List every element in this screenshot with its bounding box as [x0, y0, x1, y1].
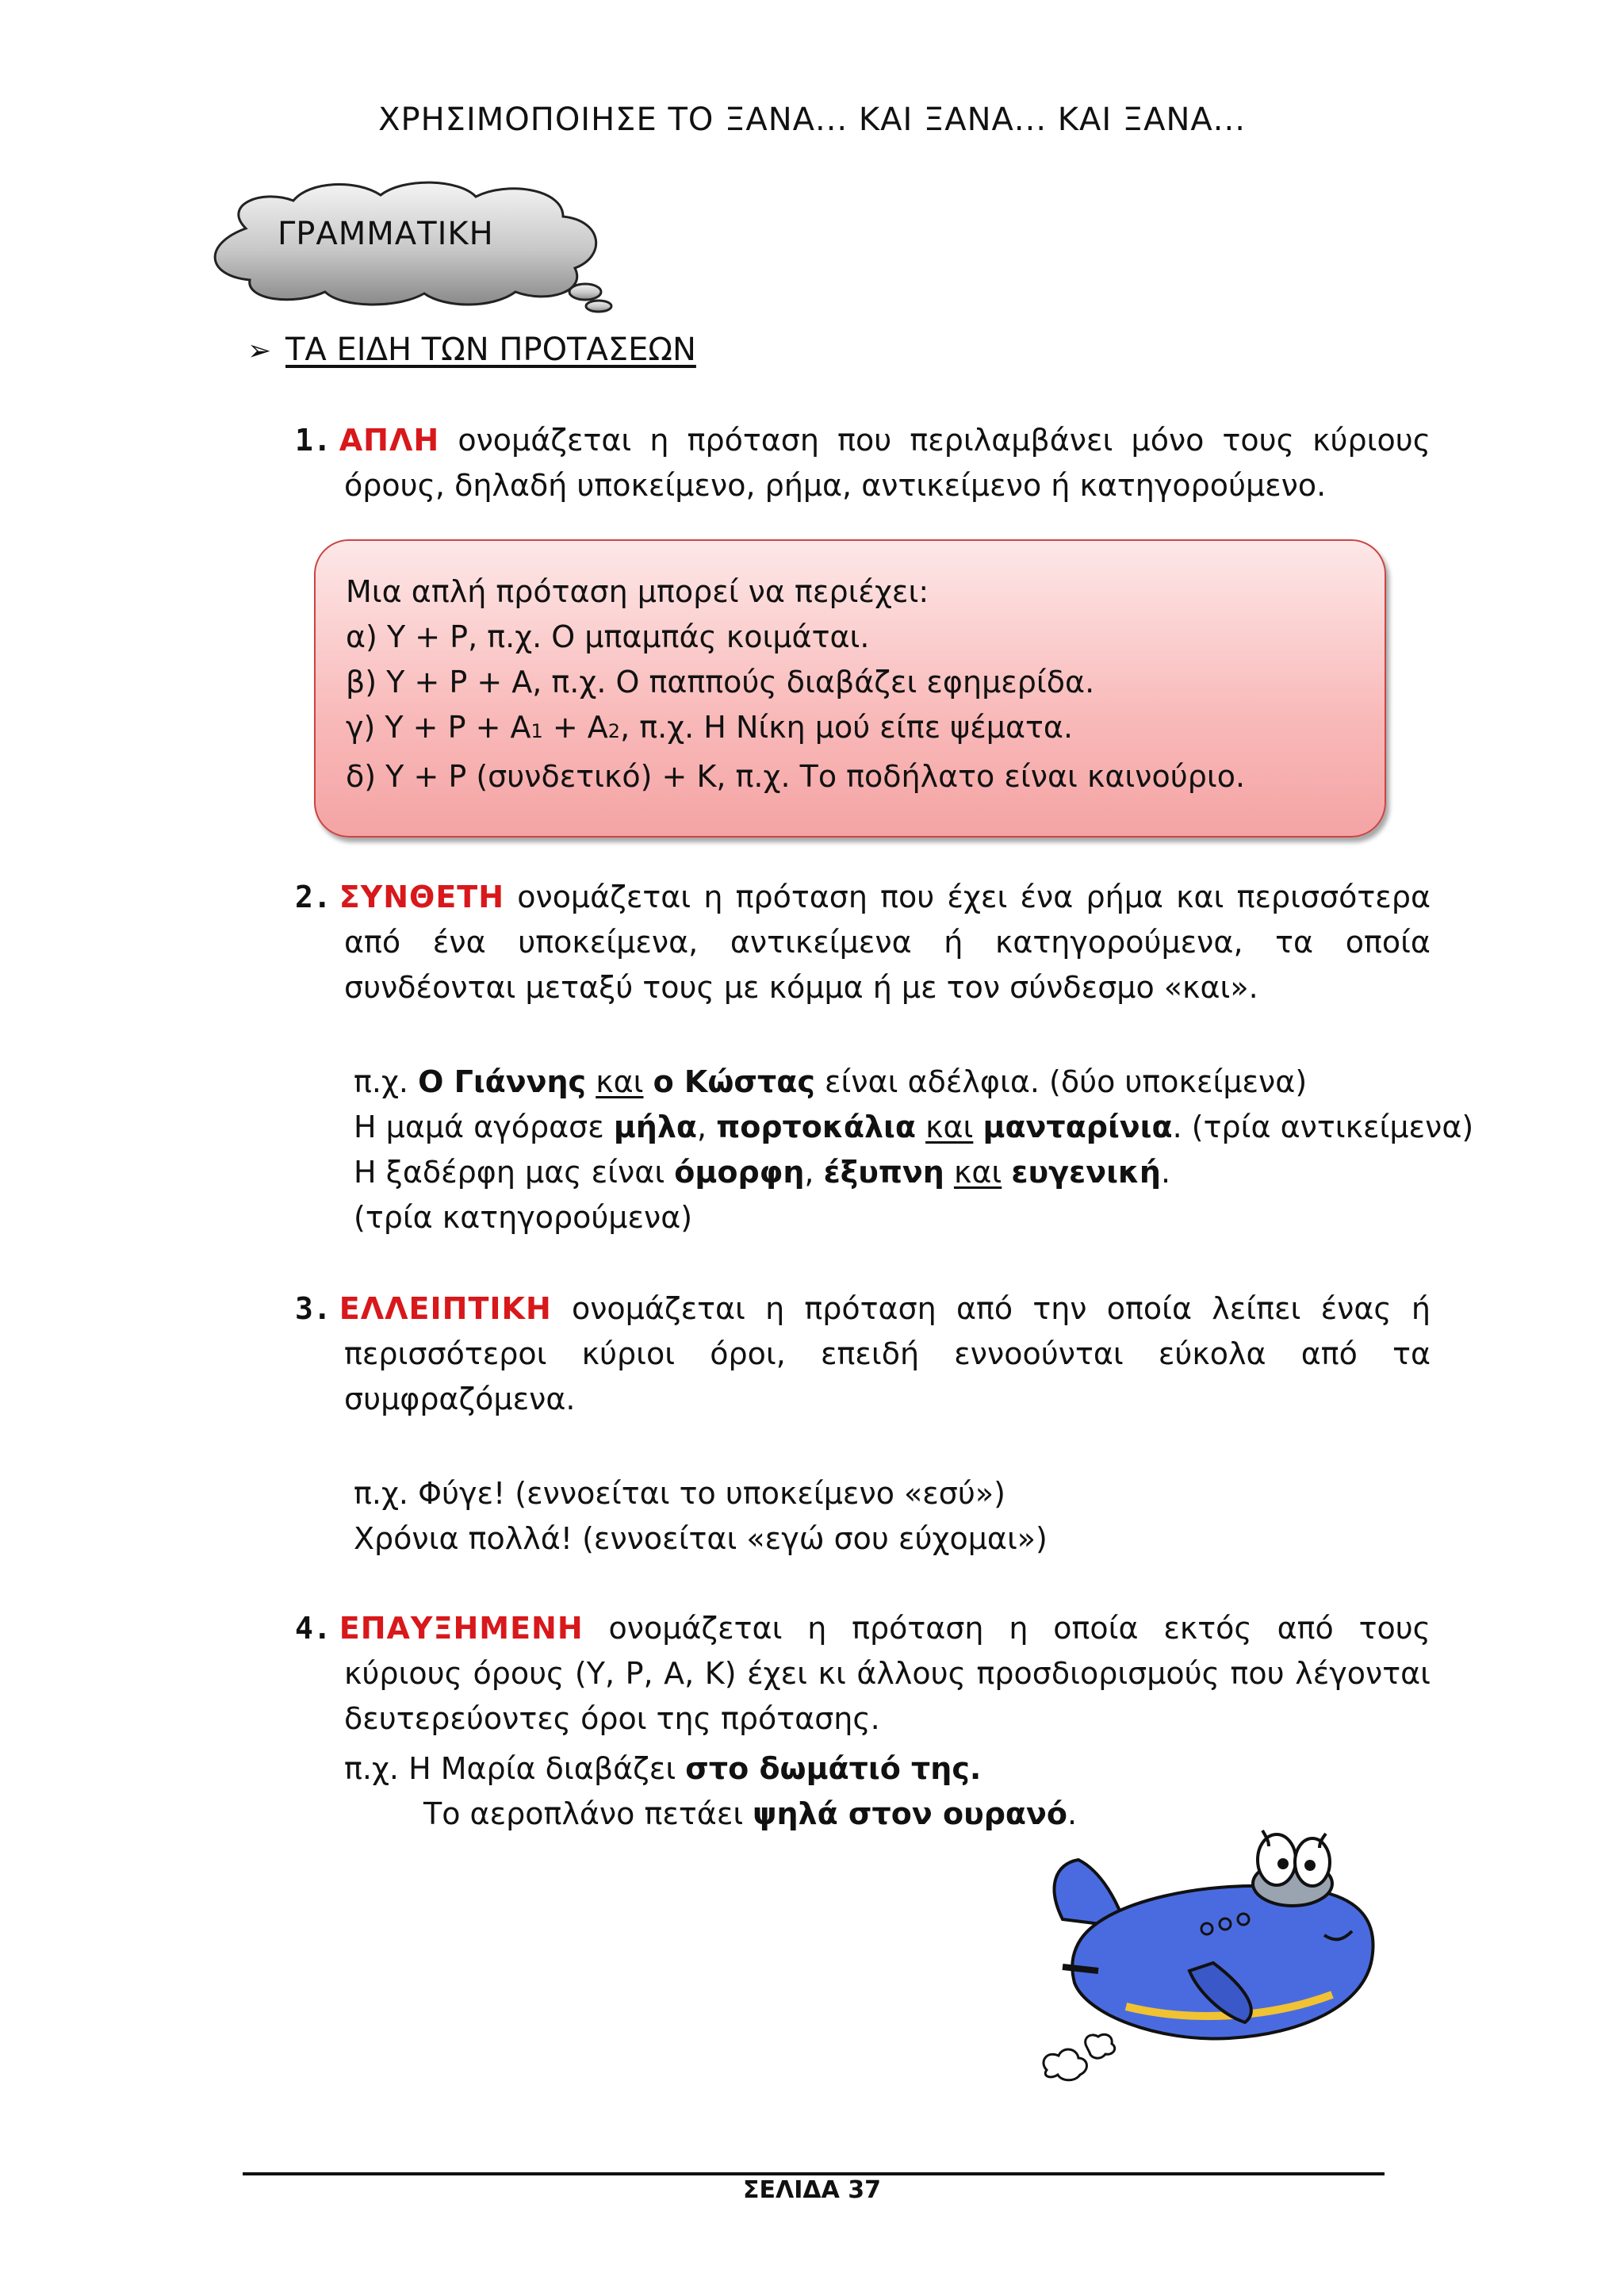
section-title-text: ΤΑ ΕΙΔΗ ΤΩΝ ΠΡΟΤΑΣΕΩΝ	[285, 332, 696, 368]
ex-bold: μήλα	[613, 1110, 698, 1144]
keyword-apli: ΑΠΛΗ	[339, 423, 440, 458]
airplane-illustration	[1031, 1824, 1396, 2094]
example-line	[423, 1792, 1077, 1837]
ex-bold: μανταρίνια	[982, 1110, 1173, 1144]
ex-bold: έξυπνη	[823, 1155, 944, 1190]
item-number: 2.	[295, 880, 331, 914]
example-box-text	[346, 569, 1245, 799]
example-line	[354, 1105, 1473, 1150]
example-line: π.χ. Φύγε! (εννοείται το υποκείμενο «εσύ»)	[354, 1476, 1005, 1511]
ex-bold: Ο Γιάννης	[418, 1064, 587, 1099]
section-title	[247, 332, 696, 368]
example-line: Χρόνια πολλά! (εννοείται «εγώ σου εύχομαι»)	[354, 1521, 1048, 1556]
footer-divider	[243, 2172, 1385, 2175]
item-text: ονομάζεται η πρόταση που έχει ένα ρήμα και περισσότερα από ένα υποκείμενα, αντικείμενα ή κατηγορούμενα, τα οποία συνδέονται μεταξύ τους με κόμμα ή με τον σύνδεσμο «και».	[344, 880, 1431, 1005]
ex-bold: όμορφη	[674, 1155, 805, 1190]
subscript: 2	[607, 720, 621, 742]
ex-text: Η μαμά αγόρασε	[354, 1110, 614, 1144]
ex-text: π.χ. Η Μαρία διαβάζει	[344, 1751, 686, 1786]
box-line: δ) Υ + Ρ (συνδετικό) + Κ, π.χ. Το ποδήλατο είναι καινούριο.	[346, 759, 1246, 794]
ex-underline: και	[596, 1064, 644, 1099]
item-text: ονομάζεται η πρόταση η οποία εκτός από τους κύριους όρους (Υ, Ρ, Α, Κ) έχει κι άλλους προσδιορισμούς που λέγονται δευτερεύοντες όροι της πρότασης.	[344, 1611, 1431, 1736]
box-line: α) Υ + Ρ, π.χ. Ο μπαμπάς κοιμάται.	[346, 619, 870, 654]
ex-underline: και	[953, 1155, 1002, 1190]
ex-text: π.χ.	[354, 1064, 419, 1099]
example-line	[354, 1060, 1307, 1105]
item-syntheti	[295, 875, 1431, 1010]
cloud-label: ΓΡΑΜΜΑΤΙΚΗ	[278, 216, 494, 252]
ex-underline: και	[925, 1110, 974, 1144]
item-number: 4.	[295, 1611, 331, 1646]
keyword-elleiptiki: ΕΛΛΕΙΠΤΙΚΗ	[339, 1291, 552, 1326]
ex-bold: ευγενική	[1011, 1155, 1161, 1190]
keyword-syntheti: ΣΥΝΘΕΤΗ	[339, 880, 505, 914]
example-line: (τρία κατηγορούμενα)	[354, 1200, 693, 1235]
box-line: Μια απλή πρόταση μπορεί να περιέχει:	[346, 574, 929, 609]
item-number: 1.	[295, 423, 331, 458]
ex-text: . (τρία αντικείμενα)	[1172, 1110, 1474, 1144]
page-header: ΧΡΗΣΙΜΟΠΟΙΗΣΕ ΤΟ ΞΑΝΑ... ΚΑΙ ΞΑΝΑ... ΚΑΙ ΞΑΝΑ...	[378, 102, 1246, 138]
ex-text: .	[1160, 1155, 1171, 1190]
keyword-epauxhmenh: ΕΠΑΥΞΗΜΕΝΗ	[339, 1611, 584, 1646]
item-apli	[295, 418, 1431, 508]
box-line: β) Υ + Ρ + Α, π.χ. Ο παππούς διαβάζει εφημερίδα.	[346, 665, 1095, 700]
ex-bold: ο Κώστας	[653, 1064, 815, 1099]
item-elleiptiki	[295, 1286, 1431, 1422]
example-line	[344, 1746, 981, 1792]
ex-text: .	[1067, 1796, 1078, 1831]
ex-text: ,	[804, 1155, 824, 1190]
box-line-part: γ) Υ + Ρ + Α	[346, 710, 531, 745]
ex-bold: πορτοκάλια	[716, 1110, 916, 1144]
arrow-bullet-icon: ➢	[247, 335, 272, 367]
ex-bold: στο δωμάτιό της.	[685, 1751, 982, 1786]
ex-text: είναι αδέλφια. (δύο υποκείμενα)	[814, 1064, 1308, 1099]
box-line	[346, 705, 1245, 754]
item-text: ονομάζεται η πρόταση που περιλαμβάνει μόνο τους κύριους όρους, δηλαδή υποκείμενο, ρήμα, αντικείμενο ή κατηγορούμενο.	[344, 423, 1431, 503]
ex-text: ,	[697, 1110, 717, 1144]
ex-bold: ψηλά στον ουρανό	[753, 1796, 1068, 1831]
item-text: ονομάζεται η πρόταση από την οποία λείπει ένας ή περισσότεροι κύριοι όροι, επειδή εννοούνται εύκολα από τα συμφραζόμενα.	[344, 1291, 1431, 1416]
box-line-part: , π.χ. Η Νίκη μού είπε ψέματα.	[620, 710, 1074, 745]
item-epauxhmenh	[295, 1606, 1431, 1742]
ex-text: Η ξαδέρφη μας είναι	[354, 1155, 675, 1190]
subscript: 1	[530, 720, 543, 742]
ex-text: Το αεροπλάνο πετάει	[423, 1796, 753, 1831]
example-line	[354, 1150, 1170, 1195]
box-line-part: + Α	[542, 710, 608, 745]
page-number: ΣΕΛΙΔΑ 37	[743, 2176, 881, 2204]
item-number: 3.	[295, 1291, 331, 1326]
